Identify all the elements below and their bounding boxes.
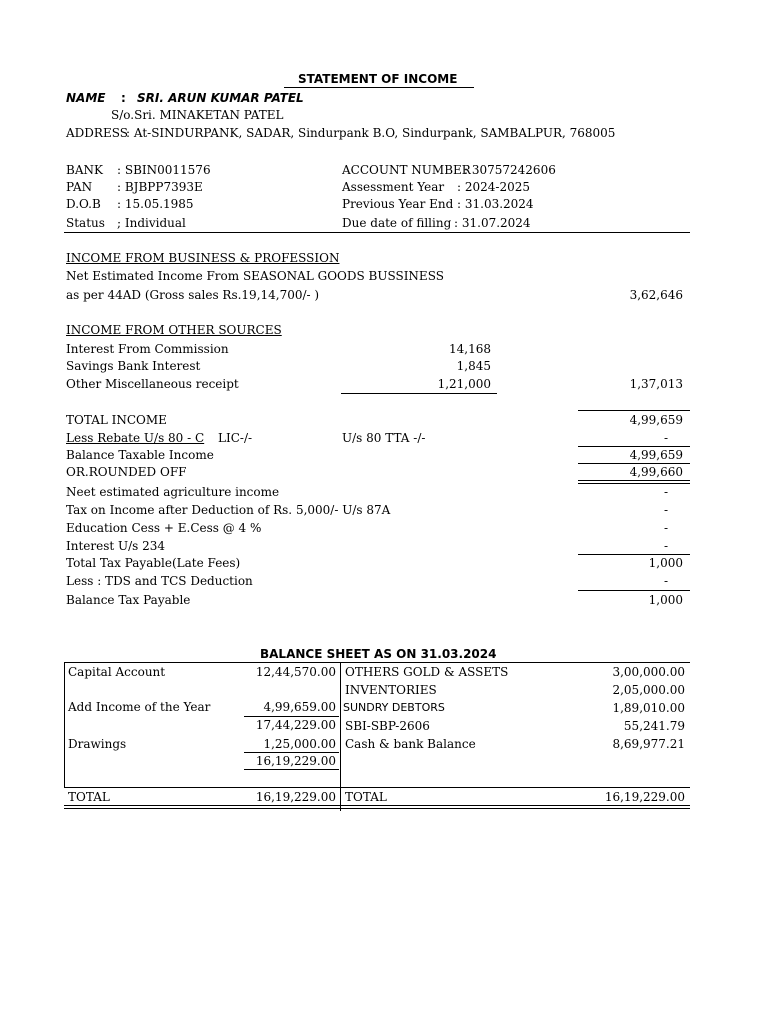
- balance-taxable-label: Balance Taxable Income: [66, 448, 214, 462]
- tds-amount: -: [663, 574, 668, 588]
- rebate-lic: LIC-/-: [218, 431, 253, 445]
- name-value: SRI. ARUN KUMAR PATEL: [137, 91, 304, 105]
- closing-underline: [244, 769, 339, 770]
- other-sources-heading: INCOME FROM OTHER SOURCES: [66, 323, 282, 337]
- rounded-double-line-1: [578, 480, 690, 481]
- commission-amount: 14,168: [449, 342, 491, 356]
- asset-gold-amount: 3,00,000.00: [612, 665, 685, 679]
- agri-income-label: Neet estimated agriculture income: [66, 485, 280, 499]
- bs-left-border: [64, 662, 65, 787]
- tax-label: Tax on Income after Deduction of Rs. 5,000/- U/s 87A: [66, 503, 391, 517]
- assessment-year-value: : 2024-2025: [457, 180, 530, 194]
- tds-label: Less : TDS and TCS Deduction: [66, 574, 253, 588]
- father-name: S/o.Sri. MINAKETAN PATEL: [111, 108, 284, 122]
- balance-tax-amount: 1,000: [648, 593, 683, 607]
- asset-gold-label: OTHERS GOLD & ASSETS: [345, 665, 509, 679]
- rounded-double-line-2: [578, 483, 690, 484]
- subtotal-amount: 17,44,229.00: [255, 718, 336, 732]
- total-tax-amount: 1,000: [648, 556, 683, 570]
- total-income-label: TOTAL INCOME: [66, 413, 167, 427]
- bs-total-double-line-2: [64, 808, 690, 809]
- address-label: ADDRESS: [66, 126, 128, 140]
- dob-label: D.O.B: [66, 197, 101, 211]
- details-divider: [64, 232, 690, 233]
- rebate-amount: -: [663, 431, 668, 445]
- add-income-amount: 4,99,659.00: [263, 700, 336, 714]
- bs-top-border: [64, 662, 690, 663]
- drawings-label: Drawings: [68, 737, 127, 751]
- title-underline: [284, 87, 474, 88]
- previous-year-end-value: : 31.03.2024: [457, 197, 534, 211]
- rebate-underline: [578, 446, 690, 447]
- other-sources-total: 1,37,013: [629, 377, 683, 391]
- page-title: STATEMENT OF INCOME: [298, 72, 458, 86]
- name-separator: :: [121, 91, 126, 105]
- balance-tax-label: Balance Tax Payable: [66, 593, 191, 607]
- balance-taxable-amount: 4,99,659: [629, 448, 683, 462]
- asset-inventories-label: INVENTORIES: [345, 683, 437, 697]
- address-value: : At-SINDURPANK, SADAR, Sindurpank B.O, Sindurpank, SAMBALPUR, 768005: [126, 126, 616, 140]
- assessment-year-label: Assessment Year: [342, 180, 445, 194]
- commission-label: Interest From Commission: [66, 342, 229, 356]
- status-value: ; Individual: [117, 216, 186, 230]
- asset-sbi-label: SBI-SBP-2606: [345, 719, 430, 733]
- business-amount: 3,62,646: [629, 288, 683, 302]
- due-date-label: Due date of filling: [342, 216, 452, 230]
- interest-underline: [578, 554, 690, 555]
- bank-value: : SBIN0011576: [117, 163, 211, 177]
- business-line-2: as per 44AD (Gross sales Rs.19,14,700/- ): [66, 288, 320, 302]
- bs-total-double-line-1: [64, 805, 690, 806]
- savings-interest-label: Savings Bank Interest: [66, 359, 201, 373]
- rebate-label: Less Rebate U/s 80 - C: [66, 431, 205, 445]
- asset-inventories-amount: 2,05,000.00: [612, 683, 685, 697]
- tax-amount: -: [663, 503, 668, 517]
- capital-account-amount: 12,44,570.00: [255, 665, 336, 679]
- status-label: Status: [66, 216, 105, 230]
- dob-value: : 15.05.1985: [117, 197, 194, 211]
- misc-receipt-label: Other Miscellaneous receipt: [66, 377, 239, 391]
- add-income-underline: [244, 716, 339, 717]
- total-right-amount: 16,19,229.00: [604, 790, 685, 804]
- drawings-amount: 1,25,000.00: [263, 737, 336, 751]
- bank-label: BANK: [66, 163, 103, 177]
- business-line-1: Net Estimated Income From SEASONAL GOODS BUSSINESS: [66, 269, 444, 283]
- capital-account-label: Capital Account: [68, 665, 166, 679]
- pan-value: : BJBPP7393E: [117, 180, 203, 194]
- interest-234-label: Interest U/s 234: [66, 539, 166, 553]
- bs-center-divider: [340, 662, 341, 811]
- asset-cash-amount: 8,69,977.21: [612, 737, 685, 751]
- total-right-label: TOTAL: [345, 790, 387, 804]
- balance-taxable-underline: [578, 463, 690, 464]
- asset-cash-label: Cash & bank Balance: [345, 737, 476, 751]
- interest-234-amount: -: [663, 539, 668, 553]
- name-label: NAME: [66, 91, 106, 105]
- account-number-label: ACCOUNT NUMBER: [342, 163, 471, 177]
- asset-debtors-amount: 1,89,010.00: [612, 701, 685, 715]
- total-income-amount: 4,99,659: [629, 413, 683, 427]
- other-sources-underline: [341, 393, 497, 394]
- business-heading: INCOME FROM BUSINESS & PROFESSION: [66, 251, 340, 265]
- rounded-label: OR.ROUNDED OFF: [66, 465, 187, 479]
- total-income-topline: [578, 410, 690, 411]
- account-number-value: : 30757242606: [464, 163, 556, 177]
- misc-receipt-amount: 1,21,000: [437, 377, 491, 391]
- previous-year-end-label: Previous Year End: [342, 197, 454, 211]
- total-tax-label: Total Tax Payable(Late Fees): [66, 556, 241, 570]
- add-income-label: Add Income of the Year: [68, 700, 211, 714]
- agri-income-amount: -: [663, 485, 668, 499]
- drawings-underline: [244, 752, 339, 753]
- due-date-value: : 31.07.2024: [454, 216, 531, 230]
- pan-label: PAN: [66, 180, 93, 194]
- total-left-label: TOTAL: [68, 790, 110, 804]
- tds-underline: [578, 590, 690, 591]
- asset-debtors-label: SUNDRY DEBTORS: [343, 701, 445, 714]
- asset-sbi-amount: 55,241.79: [623, 719, 685, 733]
- balance-sheet-title: BALANCE SHEET AS ON 31.03.2024: [260, 647, 497, 661]
- savings-interest-amount: 1,845: [456, 359, 491, 373]
- closing-capital-amount: 16,19,229.00: [255, 754, 336, 768]
- total-left-amount: 16,19,229.00: [255, 790, 336, 804]
- rebate-tta: U/s 80 TTA -/-: [342, 431, 426, 445]
- bs-total-topline: [64, 787, 690, 788]
- rounded-amount: 4,99,660: [629, 465, 683, 479]
- cess-amount: -: [663, 521, 668, 535]
- cess-label: Education Cess + E.Cess @ 4 %: [66, 521, 262, 535]
